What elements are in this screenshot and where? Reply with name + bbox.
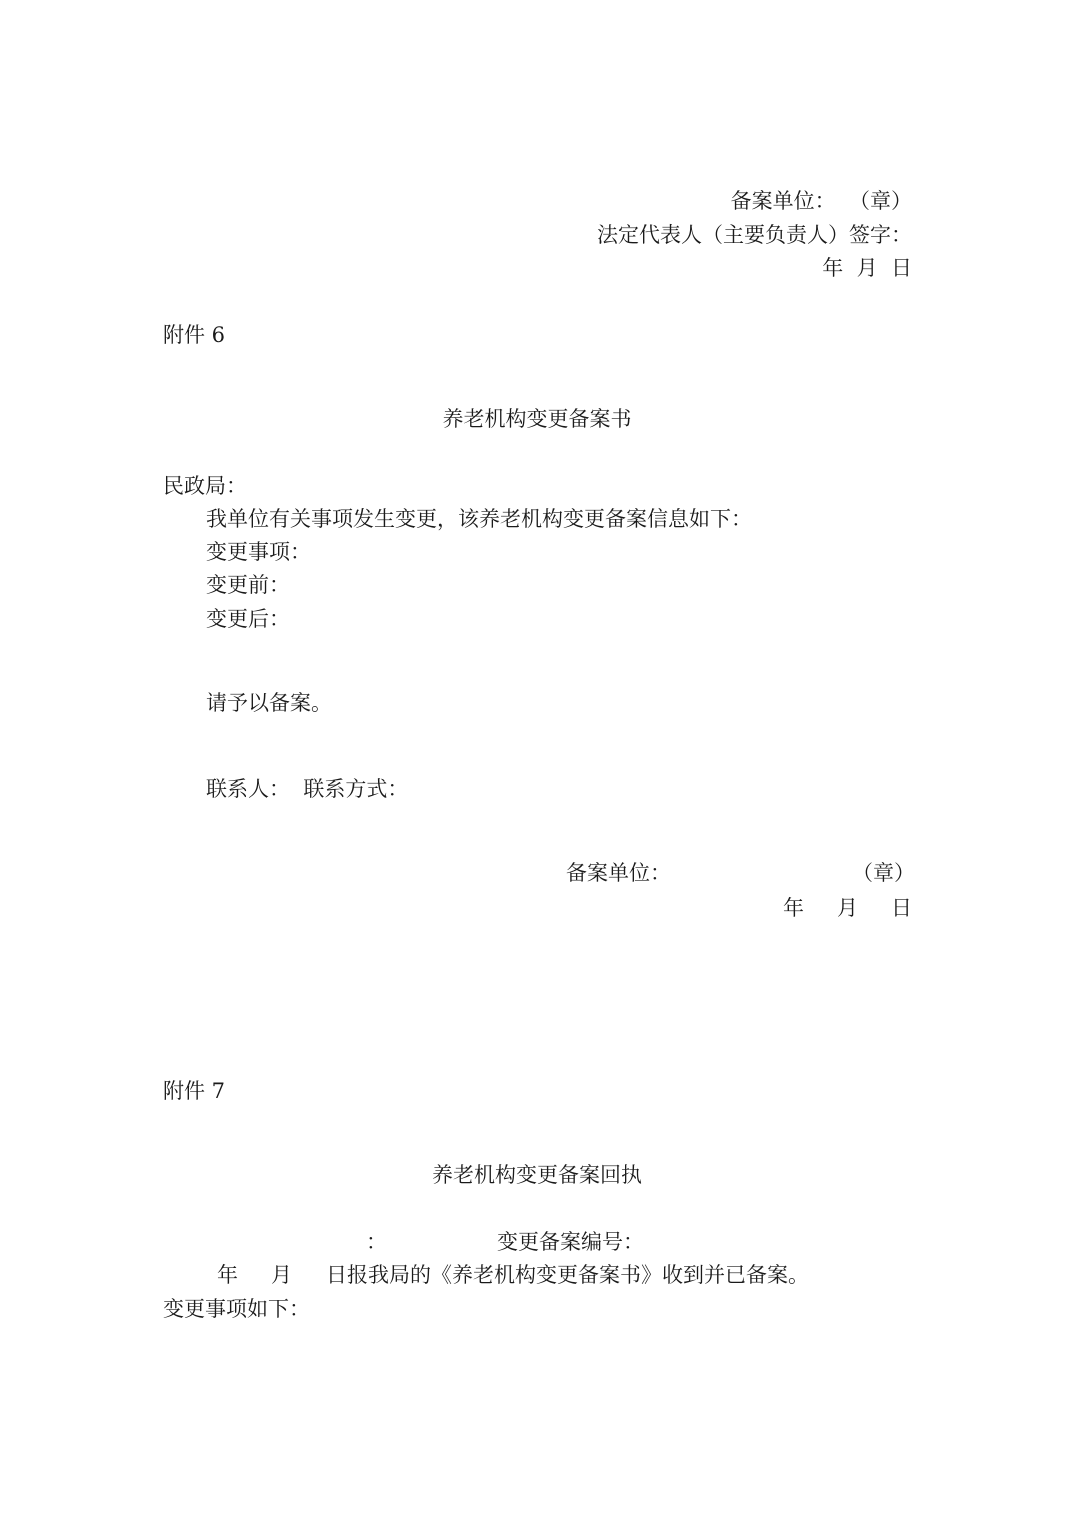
before-change-label: 变更前： (206, 573, 290, 597)
intro-paragraph: 我单位有关事项发生变更，该养老机构变更备案信息如下： (206, 507, 752, 531)
top-date-line: 年 月 日 (822, 256, 912, 280)
sign-filing-unit-label: 备案单位： (566, 861, 671, 885)
change-filing-number-label: 变更备案编号： (497, 1230, 644, 1254)
receipt-date-month: 月 (271, 1263, 292, 1287)
request-filing-text: 请予以备案。 (206, 691, 332, 715)
attachment-7-label: 附件 7 (163, 1079, 226, 1103)
change-item-label: 变更事项： (206, 540, 311, 564)
attachment-7-title: 养老机构变更备案回执 (432, 1163, 642, 1187)
change-items-label: 变更事项如下： (163, 1297, 310, 1321)
receipt-date-year: 年 (217, 1263, 238, 1287)
seal-label: （章） (852, 861, 915, 885)
sign-date-day: 日 (891, 896, 912, 920)
contact-line: 联系人： 联系方式： (206, 777, 409, 801)
top-representative-signature-line: 法定代表人（主要负责人）签字： (597, 223, 912, 247)
attachment-6-title: 养老机构变更备案书 (442, 407, 632, 431)
sign-date-month: 月 (837, 896, 858, 920)
sign-date-year: 年 (783, 896, 804, 920)
attachment-6-label: 附件 6 (163, 323, 226, 347)
top-filing-unit-line: 备案单位： （章） (730, 189, 912, 213)
addressee: 民政局： (163, 474, 247, 498)
receipt-statement: 日报我局的《养老机构变更备案书》收到并已备案。 (326, 1263, 809, 1287)
receipt-addressee-colon: ： (366, 1230, 387, 1254)
after-change-label: 变更后： (206, 607, 290, 631)
